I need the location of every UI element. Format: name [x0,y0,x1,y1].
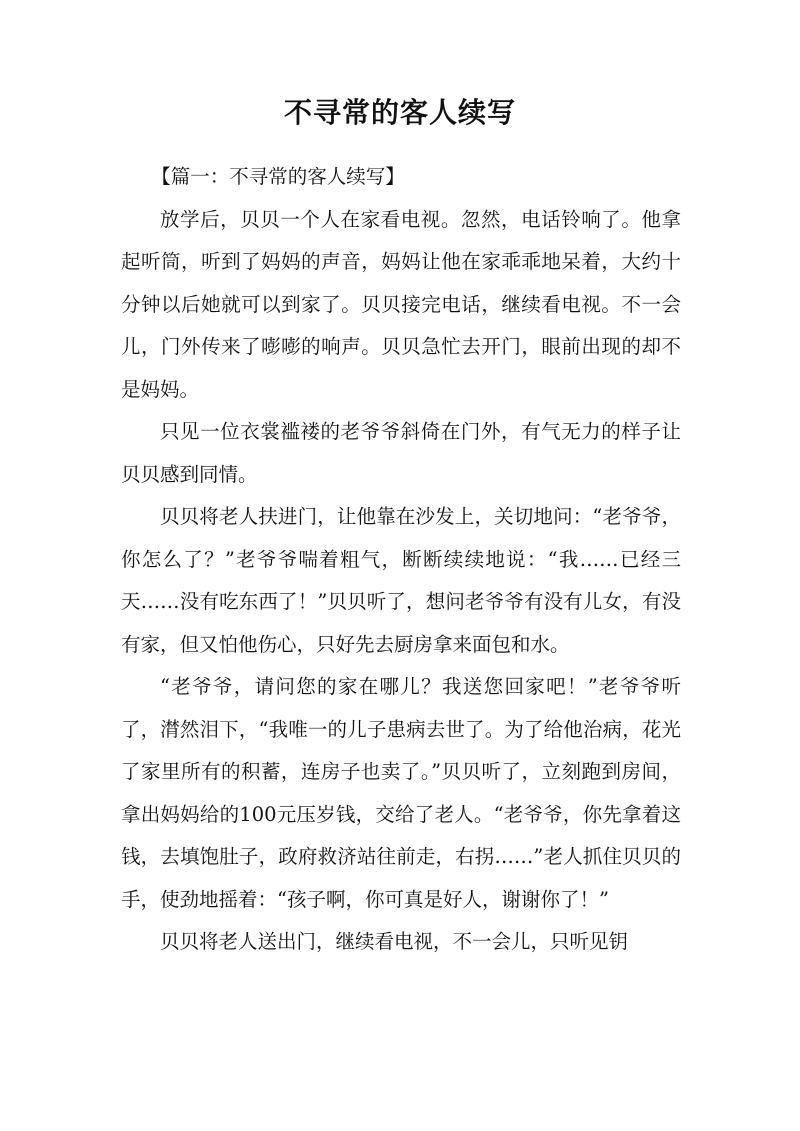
paragraph: “老爷爷，请问您的家在哪儿？我送您回家吧！”老爷爷听了，潸然泪下，“我唯一的儿子患病去世了。为了给他治病，花光了家里所有的积蓄，连房子也卖了。”贝贝听了，立刻跑到房间，拿出妈妈给的100元压岁钱，交给了老人。“老爷爷，你先拿着这钱，去填饱肚子，政府救济站往前走，右拐……”老人抓住贝贝的手，使劲地摇着：“孩子啊，你可真是好人，谢谢你了！” [121,675,681,911]
document-title: 不寻常的客人续写 [283,96,516,129]
paragraph: 贝贝将老人扶进门，让他靠在沙发上，关切地问：“老爷爷，你怎么了？”老爷爷喘着粗气，断断续续地说：“我……已经三天……没有吃东西了！”贝贝听了，想问老爷爷有没有儿女，有没有家，但又怕他伤心，只好先去厨房拿来面包和水。 [121,505,681,656]
paragraph: 放学后，贝贝一个人在家看电视。忽然，电话铃响了。他拿起听筒，听到了妈妈的声音，妈妈让他在家乖乖地呆着，大约十分钟以后她就可以到家了。贝贝接完电话，继续看电视。不一会儿，门外传来了嘭嘭的响声。贝贝急忙去开门，眼前出现的却不是妈妈。 [121,207,681,401]
paragraph: 只见一位衣裳褴褛的老爷爷斜倚在门外，有气无力的样子让贝贝感到同情。 [121,420,681,486]
paragraph: 贝贝将老人送出门，继续看电视，不一会儿，只听见钥 [160,930,629,953]
document-body [121,156,681,964]
section-heading: 【篇一：不寻常的客人续写】 [151,165,405,188]
